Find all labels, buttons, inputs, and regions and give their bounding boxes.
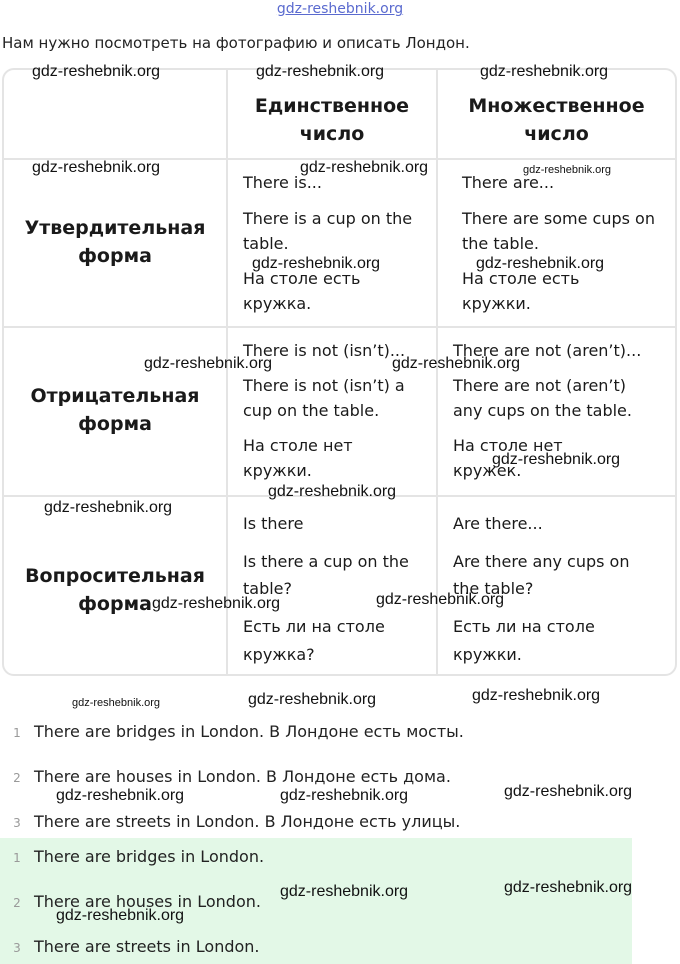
watermark: gdz-reshebnik.org	[492, 451, 621, 468]
example-number: 3	[13, 816, 21, 830]
cell-question-plural-pattern: Are there...	[453, 514, 543, 533]
cell-negative-singular-example: There is not (isn’t) a cup on the table.	[243, 376, 405, 420]
cell-affirmative-plural-pattern: There are...	[462, 173, 555, 192]
watermark: gdz-reshebnik.org	[144, 355, 273, 372]
cell-negative-singular-translation: На столе нет кружки.	[243, 436, 353, 480]
example-item	[0, 812, 460, 831]
example-item	[0, 767, 451, 786]
answer-item	[0, 937, 260, 956]
cell-negative-singular-pattern: There is not (isn’t)...	[243, 341, 406, 360]
cell-question-plural-translation: Есть ли на столе кружки.	[453, 617, 595, 664]
cell-affirmative-singular-example: There is a cup on the table.	[243, 209, 413, 253]
cell-affirmative-singular-pattern: There is...	[243, 173, 322, 192]
watermark: gdz-reshebnik.org	[44, 499, 173, 516]
cell-affirmative-plural-translation: На столе есть кружки.	[462, 269, 580, 313]
watermark: gdz-reshebnik.org	[56, 787, 185, 804]
watermark: gdz-reshebnik.org	[252, 255, 381, 272]
intro-text: Нам нужно посмотреть на фотографию и описать Лондон.	[2, 34, 470, 52]
watermark: gdz-reshebnik.org	[268, 483, 397, 500]
answer-text: There are bridges in London.	[34, 847, 265, 866]
cell-question-plural-example: Are there any cups on the table?	[453, 552, 630, 598]
cell-question-singular-translation: Есть ли на столе кружка?	[243, 617, 385, 664]
row-header-affirmative: Утвердительная форма	[24, 217, 206, 267]
watermark: gdz-reshebnik.org	[32, 159, 161, 176]
row-header-interrogative: Вопросительная форма	[25, 565, 205, 615]
watermark: gdz-reshebnik.org	[280, 883, 409, 900]
site-link[interactable]: gdz-reshebnik.org	[276, 1, 404, 17]
example-number: 2	[13, 771, 21, 785]
watermark: gdz-reshebnik.org	[72, 697, 161, 709]
answer-text: There are streets in London.	[34, 937, 260, 956]
example-text: There are houses in London. В Лондоне есть дома.	[34, 767, 451, 786]
watermark: gdz-reshebnik.org	[504, 783, 633, 800]
divider	[4, 326, 675, 328]
answer-number: 3	[13, 941, 21, 955]
watermark: gdz-reshebnik.org	[256, 63, 385, 80]
watermark: gdz-reshebnik.org	[248, 691, 377, 708]
answer-number: 2	[13, 896, 21, 910]
answer-text: There are houses in London.	[34, 892, 261, 911]
watermark: gdz-reshebnik.org	[476, 255, 605, 272]
watermark: gdz-reshebnik.org	[472, 687, 601, 704]
watermark: gdz-reshebnik.org	[152, 595, 281, 612]
example-text: There are bridges in London. В Лондоне есть мосты.	[34, 722, 464, 741]
watermark: gdz-reshebnik.org	[300, 159, 429, 176]
watermark: gdz-reshebnik.org	[32, 63, 161, 80]
watermark: gdz-reshebnik.org	[376, 591, 505, 608]
cell-affirmative-plural-example: There are some cups on the table.	[462, 209, 655, 253]
col-header-singular: Единственное число	[254, 95, 410, 145]
cell-question-singular-example: Is there a cup on the table?	[243, 552, 409, 598]
cell-affirmative-singular-translation: На столе есть кружка.	[243, 269, 361, 313]
cell-negative-plural-example: There are not (aren’t) any cups on the table.	[453, 376, 632, 420]
cell-question-singular-pattern: Is there	[243, 514, 304, 533]
watermark: gdz-reshebnik.org	[523, 164, 612, 176]
answer-number: 1	[13, 851, 21, 865]
row-header-negative: Отрицательная форма	[30, 385, 200, 435]
example-number: 1	[13, 726, 21, 740]
watermark: gdz-reshebnik.org	[280, 787, 409, 804]
watermark: gdz-reshebnik.org	[480, 63, 609, 80]
cell-negative-plural-pattern: There are not (aren’t)...	[453, 341, 642, 360]
example-item	[0, 722, 464, 741]
watermark: gdz-reshebnik.org	[56, 907, 185, 924]
cell-negative-plural-translation: На столе нет кружек.	[453, 436, 563, 480]
watermark: gdz-reshebnik.org	[392, 355, 521, 372]
watermark: gdz-reshebnik.org	[504, 879, 633, 896]
example-text: There are streets in London. В Лондоне есть улицы.	[34, 812, 461, 831]
answer-item	[0, 847, 264, 866]
col-header-plural: Множественное число	[468, 95, 645, 145]
